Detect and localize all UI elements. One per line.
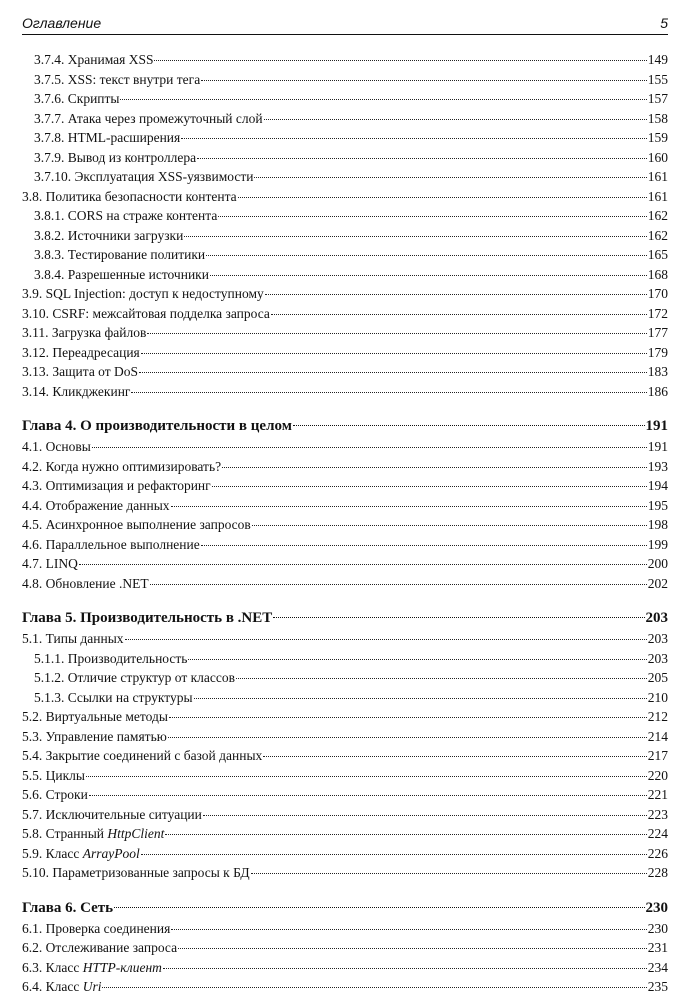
toc-entry-title: 4.7. LINQ bbox=[22, 556, 78, 571]
toc-entry-title: 4.6. Параллельное выполнение bbox=[22, 536, 200, 552]
toc-entry-title: 3.7.4. Хранимая XSS bbox=[34, 52, 154, 67]
toc-entry-page: 162 bbox=[647, 227, 668, 243]
toc-entry-page: 199 bbox=[647, 536, 668, 552]
toc-entry-page: 224 bbox=[647, 826, 668, 841]
toc-entry-title: 3.11. Загрузка файлов bbox=[22, 325, 147, 340]
toc-entry-page: 226 bbox=[647, 845, 668, 861]
toc-entry-title: Глава 4. О производительности в целом bbox=[22, 418, 292, 434]
dot-leader bbox=[252, 524, 647, 526]
toc-entry-title: 3.14. Кликджекинг bbox=[22, 383, 131, 399]
toc-entry[interactable] bbox=[22, 785, 668, 805]
toc-entry-page: 158 bbox=[647, 110, 668, 126]
toc-entry-page: 179 bbox=[647, 344, 668, 360]
dot-leader bbox=[165, 833, 646, 835]
toc-entry[interactable] bbox=[22, 805, 668, 825]
toc-entry-title: Глава 6. Сеть bbox=[22, 899, 114, 916]
toc-entry-page: 231 bbox=[647, 940, 668, 955]
dot-leader bbox=[141, 352, 647, 354]
toc-entry-title: Глава 5. Производительность в .NET bbox=[22, 610, 273, 626]
dot-leader bbox=[265, 293, 647, 295]
toc-entry-page: 202 bbox=[647, 575, 668, 591]
dot-leader bbox=[271, 313, 647, 315]
toc-entry[interactable] bbox=[22, 958, 668, 978]
dot-leader bbox=[181, 137, 647, 139]
toc-entry[interactable] bbox=[22, 707, 668, 727]
toc-entry-title: 4.2. Когда нужно оптимизировать? bbox=[22, 458, 222, 474]
toc-chapter-entry[interactable] bbox=[22, 607, 668, 629]
toc-entry-page: 235 bbox=[647, 979, 668, 994]
dot-leader bbox=[86, 775, 647, 777]
dot-leader bbox=[293, 424, 645, 426]
dot-leader bbox=[178, 947, 647, 949]
toc-entry-page: 170 bbox=[647, 286, 668, 301]
toc-entry-page: 159 bbox=[647, 130, 668, 145]
dot-leader bbox=[92, 446, 647, 448]
toc-entry-title: 3.9. SQL Injection: доступ к недоступному bbox=[22, 286, 264, 301]
toc-entry-title: 3.13. Защита от DoS bbox=[22, 364, 139, 379]
toc-entry[interactable] bbox=[22, 70, 668, 90]
toc-entry-page: 161 bbox=[647, 188, 668, 204]
dot-leader bbox=[184, 235, 646, 237]
toc-entry[interactable] bbox=[22, 109, 668, 129]
toc-entry-title: 4.1. Основы bbox=[22, 439, 91, 454]
toc-entry-title: 5.6. Строки bbox=[22, 787, 88, 802]
dot-leader bbox=[102, 986, 646, 988]
toc-entry-page: 177 bbox=[647, 325, 668, 340]
dot-leader bbox=[206, 254, 647, 256]
toc-entry-title: 3.7.6. Скрипты bbox=[34, 91, 120, 106]
toc-entry-title: 3.7.7. Атака через промежуточный слой bbox=[34, 110, 263, 126]
dot-leader bbox=[273, 616, 644, 618]
dot-leader bbox=[201, 544, 647, 546]
dot-leader bbox=[125, 638, 647, 640]
toc-entry[interactable] bbox=[22, 245, 668, 265]
toc-entry-page: 165 bbox=[647, 247, 668, 262]
toc-entry-title: 6.1. Проверка соединения bbox=[22, 920, 171, 936]
toc-entry-page: 195 bbox=[647, 497, 668, 513]
toc-entry-title: 5.4. Закрытие соединений с базой данных bbox=[22, 748, 263, 763]
toc-entry-title: 6.2. Отслеживание запроса bbox=[22, 940, 178, 955]
toc-entry[interactable] bbox=[22, 362, 668, 382]
toc-entry-page: 160 bbox=[647, 149, 668, 165]
dot-leader bbox=[218, 215, 646, 217]
toc-entry-title: 3.8. Политика безопасности контента bbox=[22, 188, 237, 204]
toc-entry-page: 228 bbox=[647, 865, 668, 880]
toc-entry-title: 3.8.1. CORS на страже контента bbox=[34, 208, 218, 223]
dot-leader bbox=[264, 118, 647, 120]
dot-leader bbox=[238, 196, 647, 198]
dot-leader bbox=[150, 583, 647, 585]
dot-leader bbox=[236, 677, 647, 679]
toc-entry[interactable] bbox=[22, 629, 668, 649]
dot-leader bbox=[163, 967, 647, 969]
toc-entry-page: 203 bbox=[645, 610, 668, 626]
dot-leader bbox=[168, 736, 647, 738]
toc-entry[interactable] bbox=[22, 554, 668, 574]
dot-leader bbox=[210, 274, 647, 276]
dot-leader bbox=[188, 658, 646, 660]
toc-entry[interactable] bbox=[22, 265, 668, 285]
toc-entry-page: 149 bbox=[647, 52, 668, 67]
running-header-title: Оглавление bbox=[22, 15, 102, 31]
toc-entry[interactable] bbox=[22, 128, 668, 148]
toc-entry-page: 198 bbox=[647, 517, 668, 532]
toc-entry-page: 230 bbox=[645, 899, 668, 916]
toc-entry[interactable] bbox=[22, 746, 668, 766]
dot-leader bbox=[120, 98, 646, 100]
toc-entry[interactable] bbox=[22, 688, 668, 708]
toc-entry[interactable] bbox=[22, 206, 668, 226]
dot-leader bbox=[197, 157, 647, 159]
dot-leader bbox=[222, 466, 647, 468]
toc-entry[interactable] bbox=[22, 668, 668, 688]
toc-entry[interactable] bbox=[22, 515, 668, 535]
toc-entry-title: 3.8.2. Источники загрузки bbox=[34, 227, 184, 243]
toc-entry-page: 234 bbox=[647, 959, 668, 975]
toc-entry-title: 5.9. Класс ArrayPool bbox=[22, 845, 140, 861]
toc-entry-title: 3.12. Переадресация bbox=[22, 344, 140, 360]
dot-leader bbox=[201, 79, 647, 81]
dot-leader bbox=[171, 505, 647, 507]
toc-entry-page: 214 bbox=[647, 728, 668, 744]
toc-entry[interactable] bbox=[22, 574, 668, 594]
toc-entry[interactable] bbox=[22, 727, 668, 747]
toc-entry[interactable] bbox=[22, 824, 668, 844]
toc-entry[interactable] bbox=[22, 766, 668, 786]
toc-entry-page: 172 bbox=[647, 305, 668, 321]
dot-leader bbox=[254, 176, 646, 178]
dot-leader bbox=[89, 794, 647, 796]
dot-leader bbox=[212, 485, 647, 487]
toc-entry-title: 5.3. Управление памятью bbox=[22, 728, 167, 744]
toc-entry[interactable] bbox=[22, 148, 668, 168]
toc-entry-page: 162 bbox=[647, 208, 668, 223]
toc-entry-title: 6.4. Класс Uri bbox=[22, 979, 102, 994]
toc-entry[interactable] bbox=[22, 863, 668, 883]
toc-entry-title: 4.4. Отображение данных bbox=[22, 497, 170, 513]
toc-entry[interactable] bbox=[22, 50, 668, 70]
toc-entry-page: 221 bbox=[647, 787, 668, 802]
toc-entry[interactable] bbox=[22, 977, 668, 997]
toc-entry-page: 212 bbox=[647, 709, 668, 724]
toc-entry[interactable] bbox=[22, 382, 668, 402]
toc-entry-title: 5.8. Странный HttpClient bbox=[22, 826, 165, 841]
toc-entry[interactable] bbox=[22, 476, 668, 496]
toc-entry[interactable] bbox=[22, 323, 668, 343]
toc-entry-title: 5.5. Циклы bbox=[22, 767, 85, 783]
toc-entry-page: 194 bbox=[647, 478, 668, 493]
toc-entry-title: 3.10. CSRF: межсайтовая подделка запроса bbox=[22, 305, 270, 321]
dot-leader bbox=[131, 391, 646, 393]
toc-entry-title: 5.1.3. Ссылки на структуры bbox=[34, 689, 193, 705]
toc-entry[interactable] bbox=[22, 187, 668, 207]
toc-entry[interactable] bbox=[22, 284, 668, 304]
toc-entry[interactable] bbox=[22, 535, 668, 555]
toc-entry[interactable] bbox=[22, 919, 668, 939]
toc-entry-title: 6.3. Класс HTTP-клиент bbox=[22, 959, 162, 975]
dot-leader bbox=[263, 755, 646, 757]
toc-entry-title: 3.8.3. Тестирование политики bbox=[34, 247, 206, 262]
toc-entry[interactable] bbox=[22, 343, 668, 363]
toc-entry-page: 210 bbox=[647, 689, 668, 705]
toc-entry-page: 220 bbox=[647, 767, 668, 783]
toc-entry-page: 223 bbox=[647, 806, 668, 822]
toc-entry-page: 230 bbox=[647, 920, 668, 936]
toc-entry-page: 217 bbox=[647, 748, 668, 763]
toc-entry[interactable] bbox=[22, 89, 668, 109]
toc-entry[interactable] bbox=[22, 844, 668, 864]
toc-entry[interactable] bbox=[22, 437, 668, 457]
dot-leader bbox=[79, 563, 647, 565]
page-number: 5 bbox=[660, 15, 668, 31]
toc-entry-page: 205 bbox=[647, 670, 668, 685]
toc-chapter-entry[interactable] bbox=[22, 415, 668, 437]
dot-leader bbox=[194, 697, 647, 699]
toc-entry[interactable] bbox=[22, 457, 668, 477]
toc-entry-page: 191 bbox=[647, 439, 668, 454]
toc-entry[interactable] bbox=[22, 649, 668, 669]
toc-entry-page: 168 bbox=[647, 266, 668, 282]
toc-entry[interactable] bbox=[22, 167, 668, 187]
toc-entry-page: 186 bbox=[647, 383, 668, 399]
toc-entry-page: 155 bbox=[647, 71, 668, 87]
toc-chapter-entry[interactable] bbox=[22, 897, 668, 919]
toc-entry-page: 161 bbox=[647, 169, 668, 184]
dot-leader bbox=[251, 872, 647, 874]
toc-entry[interactable] bbox=[22, 496, 668, 516]
toc-entry-page: 183 bbox=[647, 364, 668, 379]
toc-entry-page: 203 bbox=[647, 650, 668, 666]
toc-entry-title: 5.1.2. Отличие структур от классов bbox=[34, 670, 236, 685]
dot-leader bbox=[114, 906, 644, 908]
dot-leader bbox=[139, 371, 647, 373]
toc-entry-title: 5.1.1. Производительность bbox=[34, 650, 188, 666]
toc-entry-title: 3.7.8. HTML-расширения bbox=[34, 130, 181, 145]
dot-leader bbox=[171, 928, 646, 930]
toc-entry-title: 3.7.10. Эксплуатация XSS-уязвимости bbox=[34, 169, 254, 184]
dot-leader bbox=[203, 814, 647, 816]
toc-entry-title: 4.5. Асинхронное выполнение запросов bbox=[22, 517, 251, 532]
toc-entry[interactable] bbox=[22, 226, 668, 246]
toc-entry-title: 4.8. Обновление .NET bbox=[22, 575, 149, 591]
toc-entry-page: 191 bbox=[645, 418, 668, 434]
toc-entry-title: 3.7.5. XSS: текст внутри тега bbox=[34, 71, 201, 87]
toc-entry-title: 5.1. Типы данных bbox=[22, 631, 124, 646]
toc-entry-title: 5.2. Виртуальные методы bbox=[22, 709, 168, 724]
dot-leader bbox=[147, 332, 646, 334]
toc-entry-page: 193 bbox=[647, 458, 668, 474]
toc-entry-title: 4.3. Оптимизация и рефакторинг bbox=[22, 478, 211, 493]
toc-entry-title: 5.7. Исключительные ситуации bbox=[22, 806, 202, 822]
running-header bbox=[22, 12, 668, 35]
toc-entry[interactable] bbox=[22, 304, 668, 324]
toc-entry-title: 3.7.9. Вывод из контроллера bbox=[34, 149, 197, 165]
toc-entry-page: 200 bbox=[647, 556, 668, 571]
toc-entry-page: 157 bbox=[647, 91, 668, 106]
table-of-contents bbox=[22, 50, 668, 997]
dot-leader bbox=[154, 59, 646, 61]
toc-entry-page: 203 bbox=[647, 631, 668, 646]
toc-entry-title: 3.8.4. Разрешенные источники bbox=[34, 266, 209, 282]
toc-entry-title: 5.10. Параметризованные запросы к БД bbox=[22, 865, 250, 880]
dot-leader bbox=[141, 853, 647, 855]
dot-leader bbox=[169, 716, 647, 718]
toc-entry[interactable] bbox=[22, 938, 668, 958]
